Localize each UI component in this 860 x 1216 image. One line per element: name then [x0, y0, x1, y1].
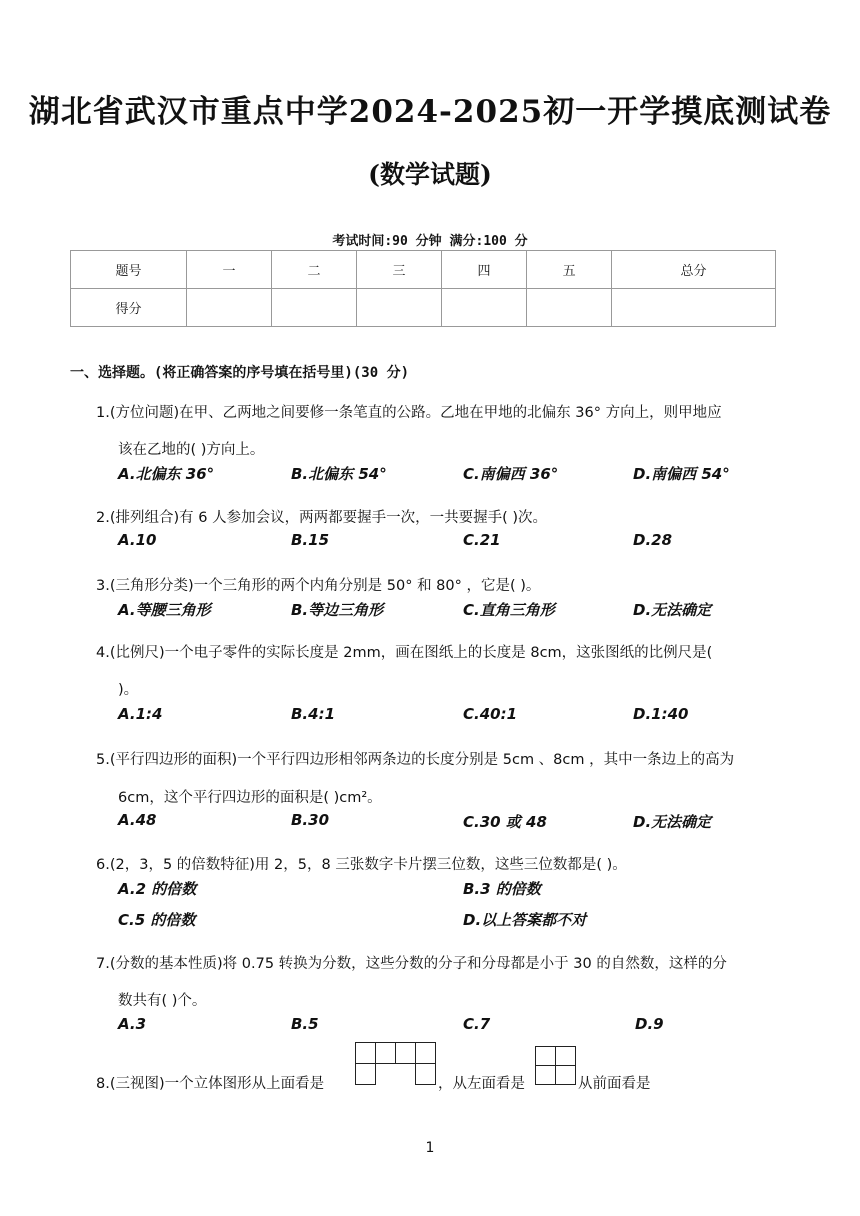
option-d: D.以上答案都不对 — [463, 911, 587, 929]
option-b: B.5 — [291, 1015, 319, 1033]
option-c: C.21 — [463, 531, 501, 549]
score-table-score-row — [71, 289, 776, 327]
question-7-line1: 7.(分数的基本性质)将 0.75 转换为分数，这些分数的分子和分母都是小于 30 的自然数，这样的分 — [96, 956, 727, 972]
option-d: D.9 — [635, 1015, 664, 1033]
table-header-cell: 四 — [442, 251, 527, 289]
left-view-figure — [535, 1046, 577, 1086]
exam-info: 考试时间:90 分钟 满分:100 分 — [332, 234, 528, 249]
option-c: C.南偏西 36° — [463, 465, 559, 483]
option-c: C.5 的倍数 — [118, 911, 196, 929]
table-header-cell: 总分 — [612, 251, 776, 289]
option-b: B.北偏东 54° — [291, 465, 387, 483]
option-a: A.2 的倍数 — [118, 880, 197, 898]
option-c: C.直角三角形 — [463, 601, 555, 619]
score-cell[interactable] — [612, 289, 776, 327]
question-3-line1: 3.(三角形分类)一个三角形的两个内角分别是 50° 和 80° ，它是( )。 — [96, 578, 541, 594]
question-7-line2: 数共有( )个。 — [118, 993, 207, 1009]
question-4-line2: )。 — [118, 682, 139, 698]
question-2-line1: 2.(排列组合)有 6 人参加会议，两两都要握手一次，一共要握手( )次。 — [96, 510, 548, 526]
option-d: D.1:40 — [633, 705, 689, 723]
option-b: B.等边三角形 — [291, 601, 384, 619]
option-a: A.3 — [118, 1015, 147, 1033]
question-5-line2: 6cm，这个平行四边形的面积是( )cm²。 — [118, 790, 382, 806]
table-row-label: 得分 — [71, 289, 187, 327]
score-cell[interactable] — [442, 289, 527, 327]
question-1-line1: 1.(方位问题)在甲、乙两地之间要修一条笔直的公路。乙地在甲地的北偏东 36° 方向上，则甲地应 — [96, 405, 722, 421]
question-1-line2: 该在乙地的( )方向上。 — [118, 442, 265, 458]
option-a: A.北偏东 36° — [118, 465, 215, 483]
score-cell[interactable] — [187, 289, 272, 327]
question-6-line1: 6.(2，3，5 的倍数特征)用 2，5，8 三张数字卡片摆三位数，这些三位数都是( )。 — [96, 857, 627, 873]
question-8-text-c: 从前面看是 — [578, 1076, 651, 1092]
option-d: D.无法确定 — [633, 601, 712, 619]
option-b: B.15 — [291, 531, 330, 549]
page-subtitle: (数学试题) — [368, 160, 492, 189]
option-c: C.7 — [463, 1015, 491, 1033]
section-heading: 一、选择题。(将正确答案的序号填在括号里)(30 分) — [70, 365, 409, 381]
option-d: D.南偏西 54° — [633, 465, 730, 483]
option-d: D.无法确定 — [633, 813, 712, 831]
option-b: B.4:1 — [291, 705, 336, 723]
score-cell[interactable] — [357, 289, 442, 327]
score-cell[interactable] — [272, 289, 357, 327]
option-c: C.40:1 — [463, 705, 518, 723]
option-b: B.30 — [291, 811, 330, 829]
question-8-text-a: 8.(三视图)一个立体图形从上面看是 — [96, 1076, 325, 1092]
table-header-cell: 三 — [357, 251, 442, 289]
question-4-line1: 4.(比例尺)一个电子零件的实际长度是 2mm，画在图纸上的长度是 8cm，这张图纸的比例尺是( — [96, 645, 713, 661]
option-c: C.30 或 48 — [463, 813, 547, 831]
page-title: 湖北省武汉市重点中学2024-2025初一开学摸底测试卷 — [28, 94, 832, 130]
option-a: A.48 — [118, 811, 157, 829]
score-cell[interactable] — [527, 289, 612, 327]
table-header-cell: 题号 — [71, 251, 187, 289]
option-a: A.等腰三角形 — [118, 601, 211, 619]
question-8-text-b: ，从左面看是 — [438, 1076, 525, 1092]
top-view-figure — [355, 1042, 437, 1086]
table-header-cell: 二 — [272, 251, 357, 289]
option-d: D.28 — [633, 531, 673, 549]
option-a: A.1:4 — [118, 705, 163, 723]
page-number: 1 — [425, 1140, 435, 1156]
table-header-cell: 一 — [187, 251, 272, 289]
score-table-header-row — [71, 251, 776, 289]
table-header-cell: 五 — [527, 251, 612, 289]
score-table — [70, 250, 776, 327]
option-a: A.10 — [118, 531, 157, 549]
option-b: B.3 的倍数 — [463, 880, 541, 898]
question-5-line1: 5.(平行四边形的面积)一个平行四边形相邻两条边的长度分别是 5cm 、8cm ，其中一条边上的高为 — [96, 752, 735, 768]
